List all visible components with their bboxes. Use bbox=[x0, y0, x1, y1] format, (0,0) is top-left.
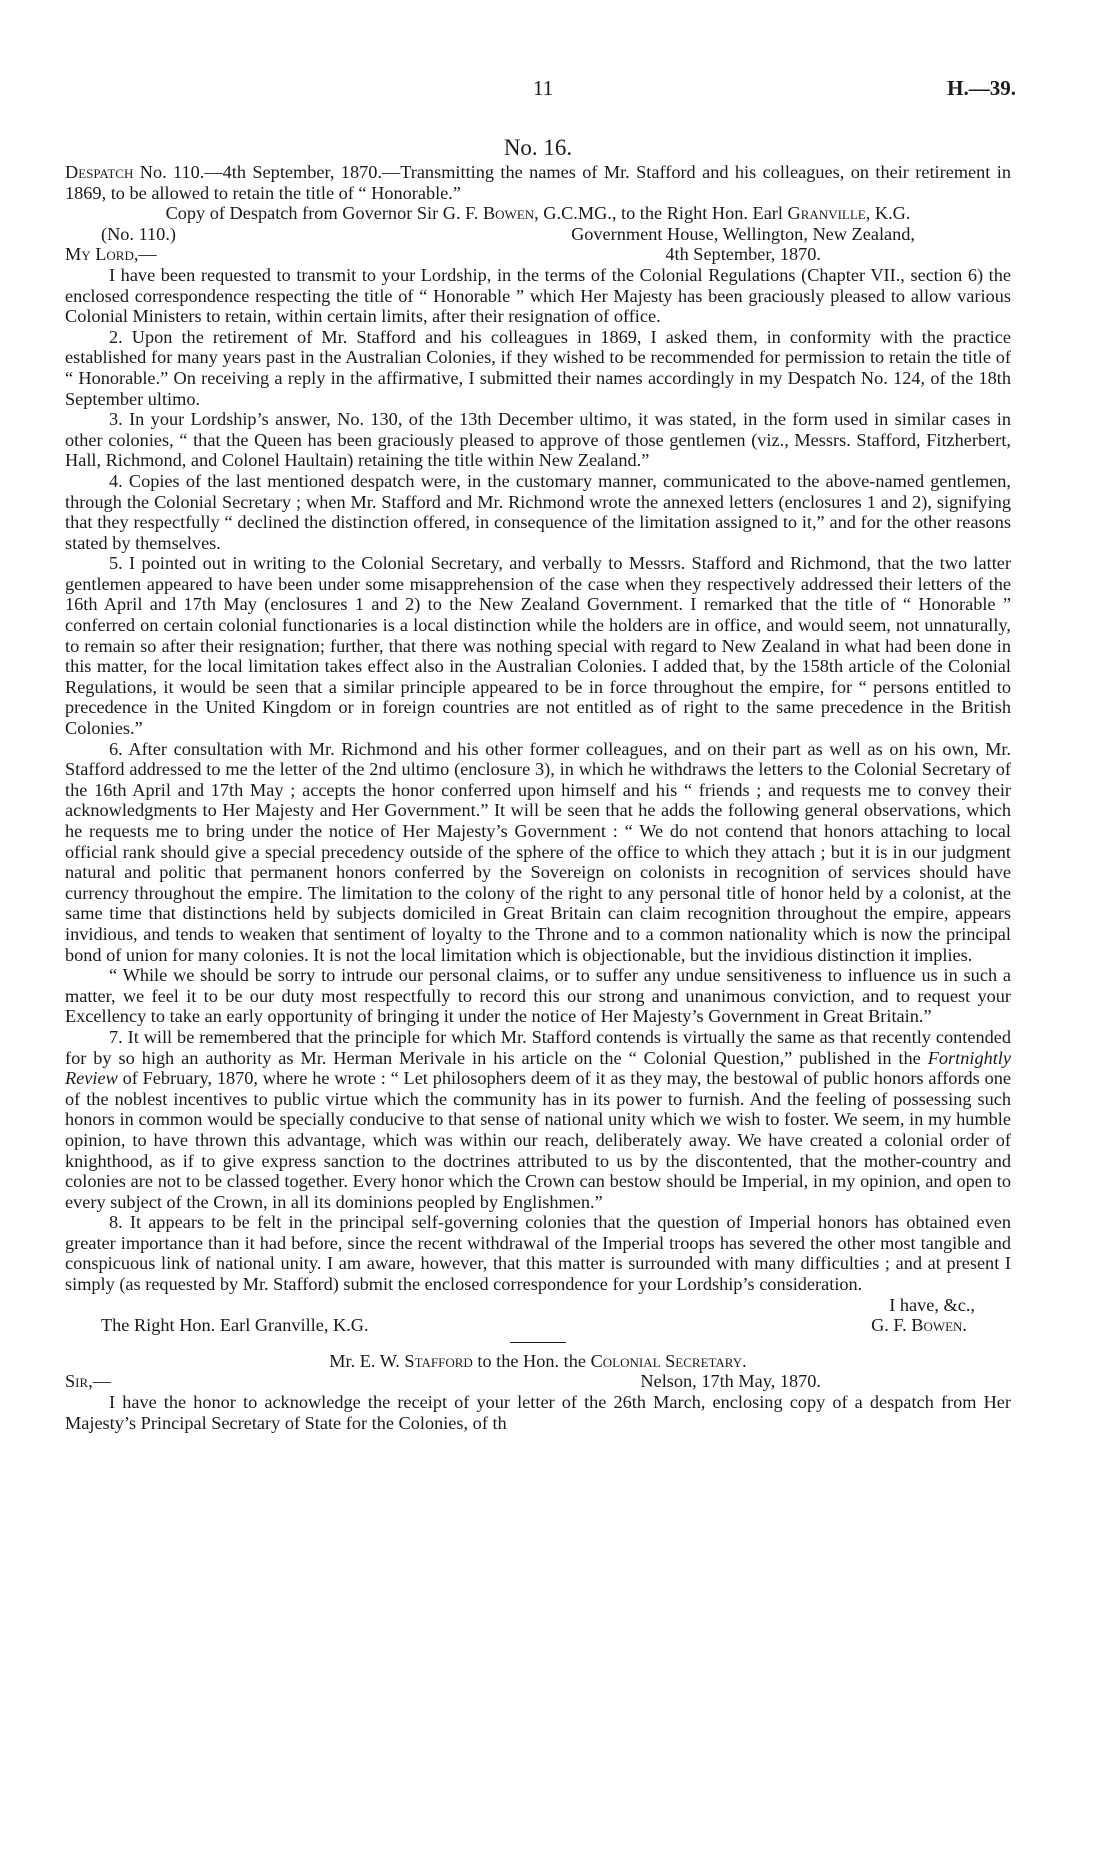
summary-text: No. 110.—4th September, 1870.—Transmitting the names of Mr. Stafford and his colleagues, on their retirement in 1869, to be allowed to retain the title of “ Honorable.” bbox=[65, 162, 1011, 203]
quote-paragraph: “ While we should be sorry to intrude our personal claims, or to suffer any undue sensitiveness to influence us in such a matter, we feel it to be our duty most respectfully to record this our strong and unanimous conviction, and to request your Excellency to take an early opportunity of bringing it under the notice of Her Majesty’s Government in Great Britain.” bbox=[65, 965, 1011, 1027]
copy-line-governor: Bowen bbox=[482, 203, 535, 224]
enclosure-heading-from: Stafford bbox=[404, 1350, 473, 1371]
page-number: 11 bbox=[533, 76, 554, 100]
copy-line-suffix: , K.G. bbox=[865, 203, 911, 224]
addressee: The Right Hon. Earl Granville, K.G. bbox=[101, 1315, 369, 1336]
copy-line-prefix: Copy of Despatch from Governor Sir G. F. bbox=[165, 203, 483, 224]
enclosure-heading-suffix: . bbox=[742, 1350, 747, 1371]
enclosure-heading-to: Colonial Secretary bbox=[590, 1350, 743, 1371]
enclosure-salutation-row bbox=[65, 1371, 1011, 1392]
paragraph-6: 6. After consultation with Mr. Richmond and his other former colleagues, and on their part as well as on his own, Mr. Stafford addressed to me the letter of the 2nd ultimo (enclosure 3), in which he withdraws the letters to the Colonial Secretary of the 16th April and 17th May ; accepts the honor conferred upon himself and his “ friends ; and requests me to convey their acknowledgments to Her Majesty and Her Government.” It will be seen that he adds the following general observations, which he requests me to bring under the notice of Her Majesty’s Government : “ We do not contend that honors attaching to local official rank should give a special precedency outside of the sphere of the office to which they attach ; but it is in our judgment natural and politic that permanent honors conferred by the Sovereign on colonists in recognition of services should have currency throughout the empire. The limitation to the colony of the right to any personal title of honor held by a colonist, at the same time that distinctions held by subjects domiciled in Great Britain can claim recognition throughout the empire, appears invidious, and tends to weaken that sentiment of loyalty to the Throne and to a common nationality which is now the principal bond of union for many colonies. It is not the local limitation which is objectionable, but the invidious distinction it implies. bbox=[65, 738, 1011, 965]
salutation: My Lord,— bbox=[65, 244, 157, 265]
copy-line-earl: Granville bbox=[787, 203, 866, 224]
enclosure-heading-middle: to the Hon. the bbox=[472, 1350, 591, 1371]
dispatch-meta-row-1 bbox=[65, 224, 1011, 245]
dispatch-location: Government House, Wellington, New Zealand, bbox=[571, 223, 915, 244]
copy-line bbox=[65, 203, 1011, 224]
section-divider bbox=[510, 1342, 566, 1343]
paragraph-7-quote: of February, 1870, where he wrote : “ Let philosophers deem of it as they may, the bestowal of public honors affords one of the noblest incentives to public virtue which the community has in its power to furnish. And the feeling of possessing such honors in common would be specially conducive to that sense of national unity which we wish to foster. We seem, in my humble opinion, to have thrown this advantage, which was within our reach, deliberately away. We have created a colonial order of knighthood, as if to give express sanction to the doctrines attributed to us by the discontented, that the mother-country and colonies are not to be classed together. Every honor which the Crown can bestow should be Imperial, in my opinion, and open to every subject of the Crown, in all its dominions peopled by Englishmen.” bbox=[65, 1068, 1011, 1212]
summary-label: Despatch bbox=[65, 162, 134, 182]
paragraph-3: 3. In your Lordship’s answer, No. 130, of the 13th December ultimo, it was stated, in the form used in similar cases in other colonies, “ that the Queen has been graciously pleased to approve of those gentlemen (viz., Messrs. Stafford, Fitzherbert, Hall, Richmond, and Colonel Haultain) retaining the title within New Zealand.” bbox=[65, 409, 1011, 471]
paragraph-1: I have been requested to transmit to your Lordship, in the terms of the Colonial Regulations (Chapter VII., section 6) the enclosed correspondence respecting the title of “ Honorable ” which Her Majesty has been graciously pleased to allow various Colonial Ministers to retain, within certain limits, after their resignation of office. bbox=[65, 264, 1011, 327]
enclosure-heading-prefix: Mr. E. W. bbox=[329, 1350, 405, 1371]
closing-row bbox=[65, 1315, 1011, 1336]
paragraph-5: 5. I pointed out in writing to the Colonial Secretary, and verbally to Messrs. Stafford and Richmond, that the two latter gentlemen appeared to have been under some misapprehension of the case when they respectively addressed their letters of the 16th April and 17th May (enclosures 1 and 2) to the New Zealand Government. I remarked that the title of “ Honorable ” conferred on certain colonial functionaries is a local distinction while the holders are in office, and would seem, not unnaturally, to remain so after their resignation; further, that there was nothing special with regard to New Zealand in what had been done in this matter, for the local limitation takes effect also in the Australian Colonies. I added that, by the 158th article of the Colonial Regulations, it would be seen that a similar principle appeared to be in force throughout the empire, for “ persons entitled to precedence in the United Kingdom or in foreign countries are not entitled as of right to the same precedence in the British Colonies.” bbox=[65, 553, 1011, 739]
document-reference: H.—39. bbox=[947, 76, 1016, 100]
dispatch-meta-row-2 bbox=[65, 244, 1011, 265]
copy-line-middle: , G.C.MG., to the Right Hon. Earl bbox=[534, 203, 788, 224]
paragraph-7 bbox=[65, 1027, 1011, 1212]
dispatch-date: 4th September, 1870. bbox=[665, 244, 821, 265]
journal-title: Fortnightly Review bbox=[65, 1047, 1011, 1089]
document-body bbox=[65, 71, 1011, 1433]
paragraph-4: 4. Copies of the last mentioned despatch were, in the customary manner, communicated to the above-named gentlemen, through the Colonial Secretary ; when Mr. Stafford and Mr. Richmond wrote the annexed letters (enclosures 1 and 2), signifying that they respectfully “ declined the distinction offered, in consequence of the limitation assigned to it,” and for the other reasons stated by themselves. bbox=[65, 470, 1011, 553]
despatch-number-heading: No. 16. bbox=[503, 135, 573, 160]
paragraph-7-text: 7. It will be remembered that the principle for which Mr. Stafford contends is virtually the same as that recently contended for by so high an authority as Mr. Herman Merivale in his article on the “ Colonial Question,” published in the bbox=[65, 1026, 1011, 1068]
enclosure-salutation: Sir,— bbox=[65, 1371, 112, 1392]
signature: G. F. Bowen. bbox=[871, 1315, 967, 1336]
enclosure-paragraph: I have the honor to acknowledge the receipt of your letter of the 26th March, enclosing copy of a despatch from Her Majesty’s Principal Secretary of State for the Colonies, of th bbox=[65, 1392, 1011, 1433]
dispatch-number: (No. 110.) bbox=[101, 223, 176, 244]
paragraph-2: 2. Upon the retirement of Mr. Stafford and his colleagues in 1869, I asked them, in conformity with the practice established for many years past in the Australian Colonies, if they wished to be recommended for permission to retain the title of “ Honorable.” On receiving a reply in the affirmative, I submitted their names accordingly in my Despatch No. 124, of the 18th September ultimo. bbox=[65, 326, 1011, 409]
enclosure-heading bbox=[65, 1351, 1011, 1372]
closing-have: I have, &c., bbox=[889, 1294, 975, 1315]
despatch-summary bbox=[65, 162, 1011, 203]
paragraph-8: 8. It appears to be felt in the principal self-governing colonies that the question of Imperial honors has obtained even greater importance than it had before, since the recent withdrawal of the Imperial troops has severed the other most tangible and conspicuous link of national unity. I am aware, however, that this matter is surrounded with many difficulties ; and at present I simply (as requested by Mr. Stafford) submit the enclosed correspondence for your Lordship’s consideration. bbox=[65, 1212, 1011, 1295]
enclosure-dateline: Nelson, 17th May, 1870. bbox=[640, 1371, 821, 1392]
